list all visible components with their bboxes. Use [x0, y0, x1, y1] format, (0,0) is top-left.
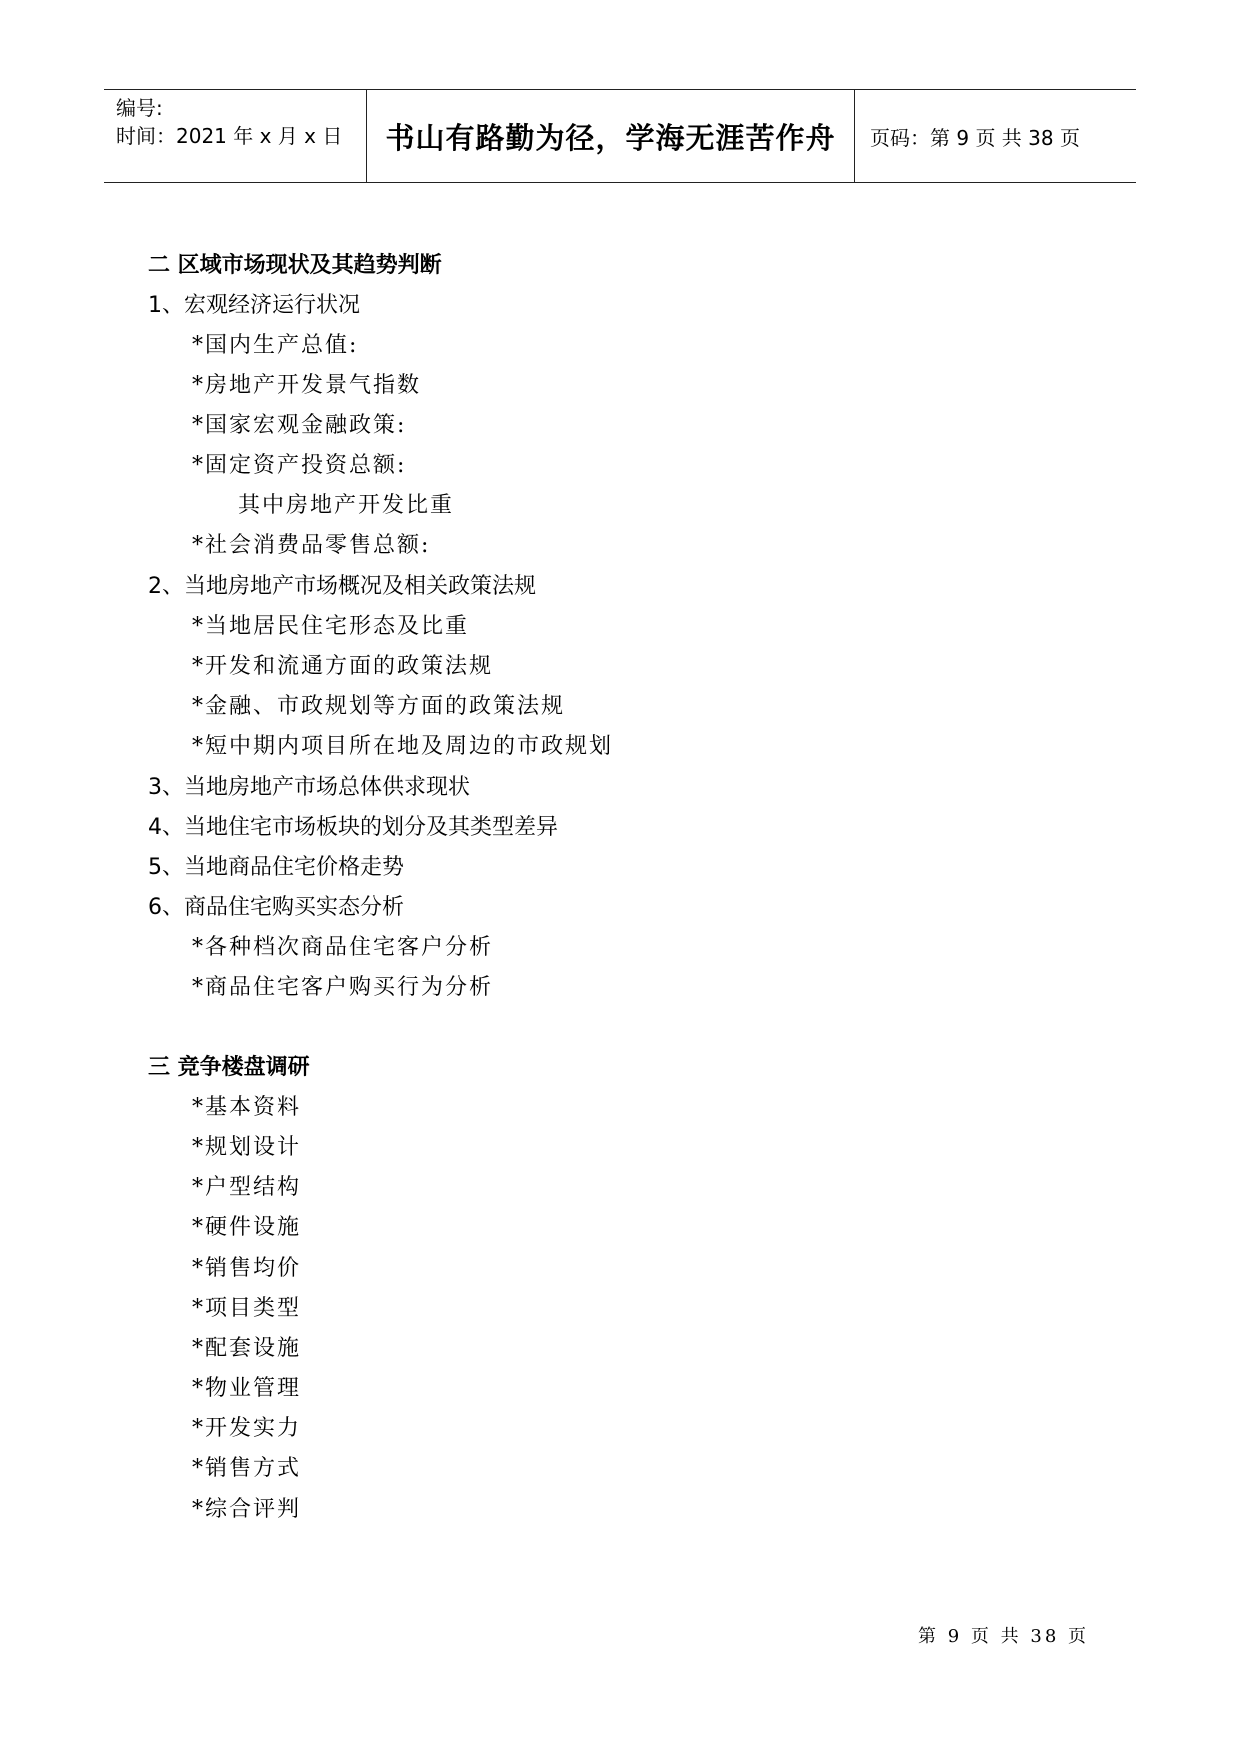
list-item: *当地居民住宅形态及比重 — [192, 614, 470, 639]
list-item: *短中期内项目所在地及周边的市政规划 — [192, 734, 614, 759]
list-item: 其中房地产开发比重 — [238, 493, 455, 518]
serial-number-label: 编号: — [116, 96, 163, 120]
header-meta — [116, 94, 342, 150]
list-item: 2、当地房地产市场概况及相关政策法规 — [148, 574, 536, 599]
list-item: *房地产开发景气指数 — [192, 373, 422, 398]
list-item: *开发实力 — [192, 1416, 302, 1441]
list-item: *国家宏观金融政策: — [192, 413, 407, 438]
list-item: *硬件设施 — [192, 1215, 302, 1240]
list-item: *固定资产投资总额: — [192, 453, 407, 478]
page-header — [104, 89, 1136, 183]
section-title: 二 区域市场现状及其趋势判断 — [148, 253, 442, 278]
list-item: *商品住宅客户购买行为分析 — [192, 975, 494, 1000]
header-page-info: 页码：第 9 页 共 38 页 — [870, 125, 1080, 150]
list-item: 6、商品住宅购买实态分析 — [148, 895, 404, 920]
list-item: *规划设计 — [192, 1135, 302, 1160]
list-item: 3、当地房地产市场总体供求现状 — [148, 775, 470, 800]
list-item: *项目类型 — [192, 1296, 302, 1321]
page-footer: 第 9 页 共 38 页 — [918, 1626, 1089, 1647]
date-label: 时间：2021 年 x 月 x 日 — [116, 124, 343, 148]
list-item: 4、当地住宅市场板块的划分及其类型差异 — [148, 815, 558, 840]
list-item: 1、宏观经济运行状况 — [148, 293, 360, 318]
list-item: *户型结构 — [192, 1175, 302, 1200]
list-item: *销售方式 — [192, 1456, 302, 1481]
list-item: 5、当地商品住宅价格走势 — [148, 855, 404, 880]
list-item: *社会消费品零售总额: — [192, 533, 431, 558]
list-item: *物业管理 — [192, 1376, 302, 1401]
list-item: *销售均价 — [192, 1256, 302, 1281]
list-item: *配套设施 — [192, 1336, 302, 1361]
section-title: 三 竞争楼盘调研 — [148, 1055, 310, 1080]
list-item: *基本资料 — [192, 1095, 302, 1120]
list-item: *国内生产总值: — [192, 333, 359, 358]
list-item: *开发和流通方面的政策法规 — [192, 654, 494, 679]
header-divider — [854, 90, 855, 182]
header-motto: 书山有路勤为径，学海无涯苦作舟 — [385, 120, 836, 155]
list-item: *金融、市政规划等方面的政策法规 — [192, 694, 566, 719]
list-item: *综合评判 — [192, 1497, 302, 1522]
list-item: *各种档次商品住宅客户分析 — [192, 935, 494, 960]
